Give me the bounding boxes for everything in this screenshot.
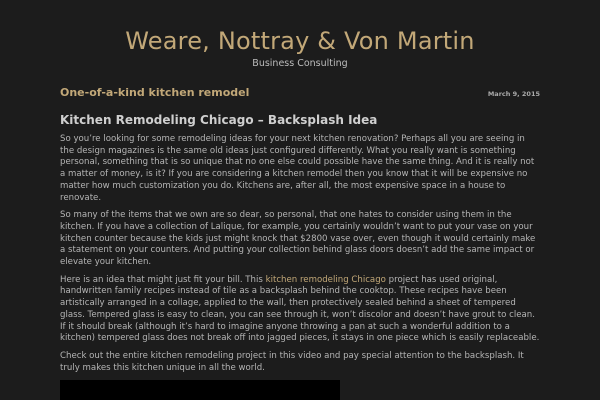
site-header [0,0,600,70]
post-paragraph: Check out the entire kitchen remodeling project in this video and pay special attention to the backsplash. It truly makes this kitchen unique in all the world. [60,350,524,373]
post-body [60,134,540,374]
post-paragraph [60,275,540,345]
paragraph-text: Here is an idea that might just fit your bill. This [60,274,266,285]
site-title[interactable]: Weare, Nottray & Von Martin [125,27,475,55]
post-category-heading[interactable]: One-of-a-kind kitchen remodel [60,86,250,99]
video-player[interactable] [60,380,340,400]
site-tagline: Business Consulting [252,58,348,69]
paragraph-text: project has used original, handwritten family recipes instead of tile as a backsplash behind the cooktop. These recipes have been artistically arranged in a collage, applied to the wall, then protectively sealed behind a sheet of tempered glass. Tempered glass is easy to clean, you can see through it, won’t discolor and doesn’t have grout to clean. If it should break (although it’s hard to imagine anyone throwing a pan at such a wonderful addition to a kitchen) tempered glass does not break off into jagged pieces, it stays in one piece which is easily replaceable. [60,274,540,344]
post-title[interactable]: Kitchen Remodeling Chicago – Backsplash Idea [60,113,378,127]
post-paragraph: So you’re looking for some remodeling ideas for your next kitchen renovation? Perhaps all you are seeing in the design magazines is the same old ideas just configured differently. What you really want is something personal, something that is so unique that no one else could possible have the same thing. And it is really not a matter of money, is it? If you are considering a kitchen remodel then you know that it will be expensive no matter how much customization you do. Kitchens are, after all, the most expensive space in a house to renovate. [60,134,535,203]
post-date: March 9, 2015 [487,90,540,98]
post-meta-row [60,86,540,99]
kitchen-remodeling-chicago-link[interactable]: kitchen remodeling Chicago [265,274,386,285]
main-content [60,86,540,380]
post-paragraph: So many of the items that we own are so dear, so personal, that one hates to consider using them in the kitchen. If you have a collection of Lalique, for example, you certainly wouldn’t want to put your vase on your kitchen counter because the kids just might knock that $2800 vase over, even though it would certainly make a statement on your counters. And putting your collection behind glass doors doesn’t add the same impact or elevate your kitchen. [60,210,536,268]
